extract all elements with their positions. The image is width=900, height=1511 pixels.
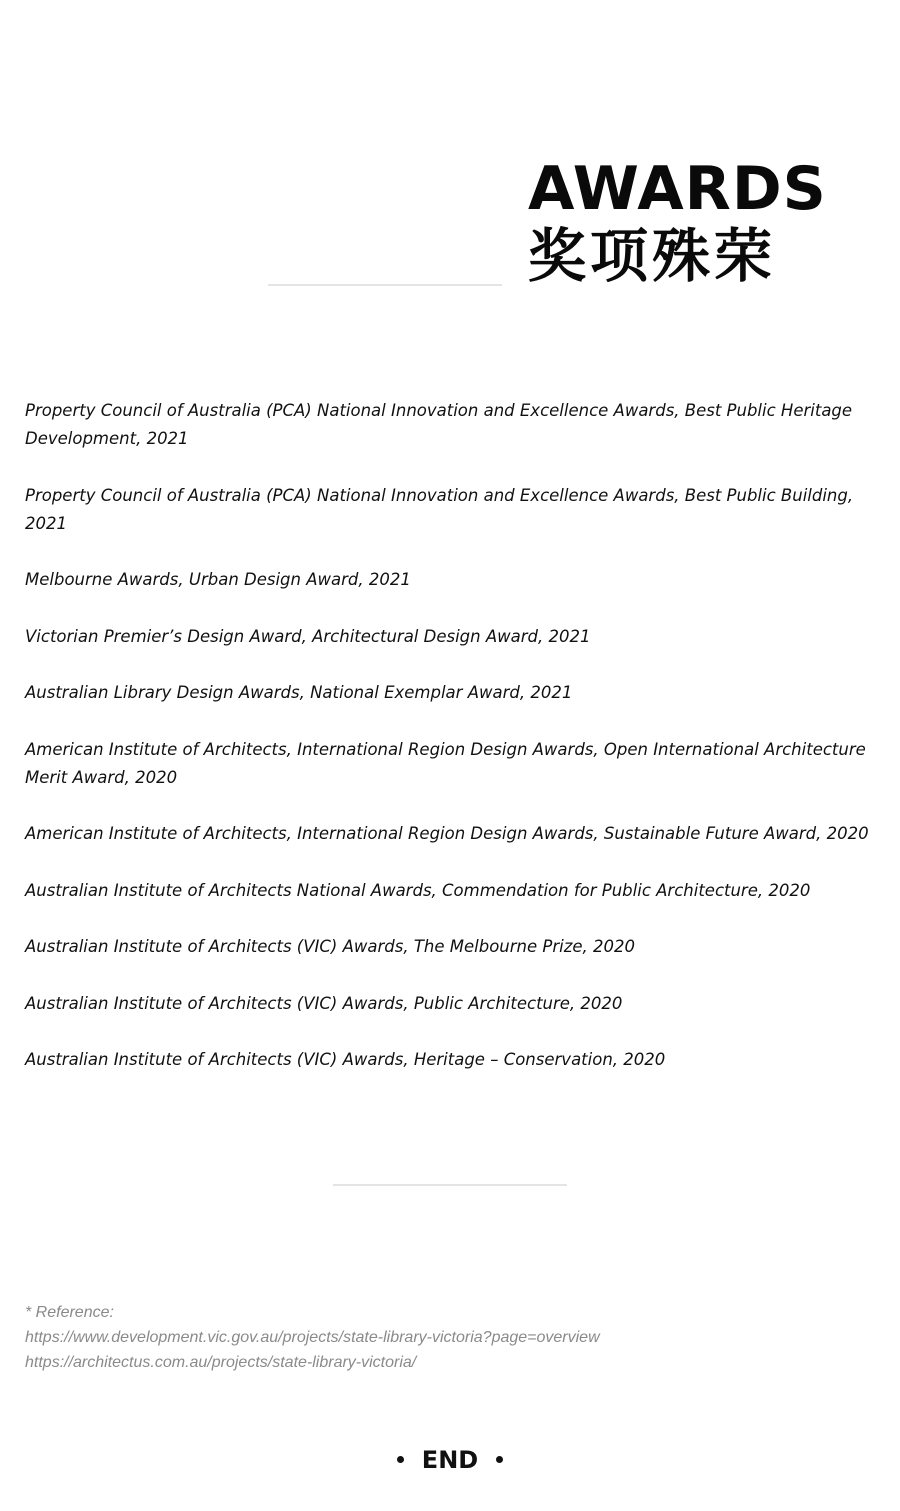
awards-list	[25, 397, 885, 1103]
award-item: Australian Institute of Architects National Awards, Commendation for Public Architecture, 2020	[25, 880, 811, 900]
bullet-dot-icon	[496, 1456, 503, 1463]
award-item: American Institute of Architects, International Region Design Awards, Sustainable Future Award, 2020	[25, 824, 869, 843]
top-divider	[268, 284, 502, 286]
reference-link[interactable]: https://architectus.com.au/projects/state-library-victoria/	[25, 1354, 417, 1371]
award-item: Australian Institute of Architects (VIC) Awards, Heritage – Conservation, 2020	[25, 1050, 666, 1069]
awards-header	[528, 155, 828, 289]
award-item: Australian Library Design Awards, National Exemplar Award, 2021	[25, 683, 573, 702]
award-item: Property Council of Australia (PCA) National Innovation and Excellence Awards, Best Public Heritage Development, 2021	[25, 401, 853, 448]
bullet-dot-icon	[397, 1456, 404, 1463]
end-label: END	[421, 1446, 479, 1474]
award-item: Australian Institute of Architects (VIC) Awards, The Melbourne Prize, 2020	[25, 937, 636, 956]
reference-label: * Reference:	[25, 1304, 114, 1321]
award-item: American Institute of Architects, International Region Design Awards, Open International Architecture Merit Award, 2020	[25, 739, 866, 787]
page-title-chinese: 奖项殊荣	[528, 222, 777, 290]
reference-block	[25, 1300, 885, 1375]
award-item: Melbourne Awards, Urban Design Award, 2021	[25, 570, 411, 589]
award-item: Victorian Premier’s Design Award, Architectural Design Award, 2021	[25, 626, 591, 646]
end-marker	[0, 1440, 900, 1480]
award-item: Property Council of Australia (PCA) National Innovation and Excellence Awards, Best Public Building, 2021	[25, 485, 854, 533]
reference-link[interactable]: https://www.development.vic.gov.au/projects/state-library-victoria?page=overview	[25, 1329, 600, 1346]
page-title: AWARDS	[528, 154, 827, 224]
award-item: Australian Institute of Architects (VIC) Awards, Public Architecture, 2020	[25, 993, 623, 1013]
bottom-divider	[333, 1184, 567, 1186]
